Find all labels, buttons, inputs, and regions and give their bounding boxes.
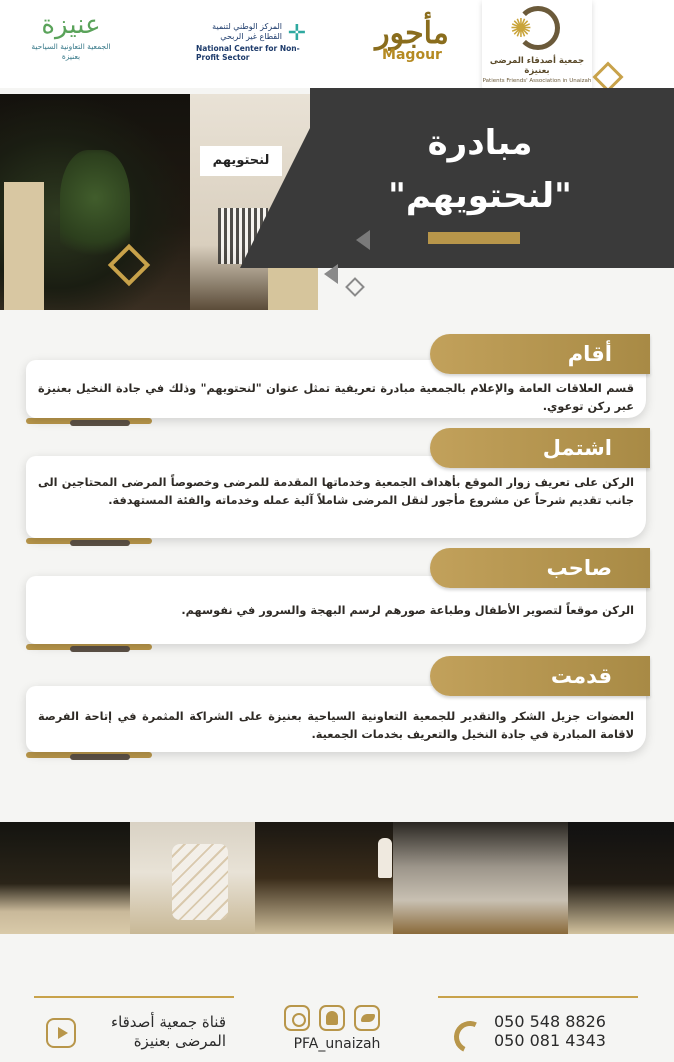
channel-line-2: المرضى بعنيزة (133, 1032, 226, 1050)
coop-logo (30, 8, 112, 62)
magour-logo (372, 16, 452, 63)
youtube-icon[interactable] (46, 1018, 76, 1048)
diamond-outline-icon (345, 277, 365, 297)
snapchat-icon[interactable] (319, 1005, 345, 1031)
hero-title-line1: مبادرة (427, 123, 533, 163)
event-photo-1 (0, 822, 130, 934)
footer-divider (34, 996, 234, 998)
event-photo-5 (568, 822, 674, 934)
twitter-icon[interactable] (354, 1005, 380, 1031)
social-icons (284, 1005, 380, 1031)
podium-image (4, 182, 44, 310)
triangle-ornament-icon (356, 230, 370, 250)
ncnp-logo-name-ar: المركز الوطني لتنمية القطاع غير الربحي (212, 22, 282, 41)
ncnp-emblem-icon: ✛ (287, 21, 306, 46)
section-body-4: العضوات جزيل الشكر والتقدير للجمعية التعاونية السياحية بعنيزة على الشراكة المثمرة في إتاحة الفرصة لاقامة المبادرة في جادة النخيل والتعريف بخدمات الجمعية. (38, 710, 634, 741)
card-accent-line (70, 420, 130, 426)
hero-title (350, 120, 610, 222)
magour-logo-name-ar: مأجور (375, 16, 449, 51)
lamp-image (378, 838, 392, 878)
pfa-logo-name-en: Patients Friends' Association in Unaizah (482, 78, 592, 84)
phone-number-1[interactable]: 050 548 8826 (494, 1012, 606, 1031)
section-heading-3: صاحب (430, 548, 650, 588)
ncnp-logo-name-en: National Center for Non-Profit Sector (196, 44, 300, 62)
section-body-1: قسم العلاقات العامة والإعلام بالجمعية مبادرة تعريفية تمثل عنوان "لنحتويهم" وذلك في جادة النخيل بعنيزة عبر ركن توعوي. (38, 382, 634, 413)
event-photo-3 (255, 822, 393, 934)
instagram-icon[interactable] (284, 1005, 310, 1031)
triangle-ornament-icon (324, 264, 338, 284)
coop-logo-name-ar: الجمعية التعاونية السياحية بعنيزة (31, 42, 111, 61)
pfa-logo-name-ar: جمعية أصدقاء المرضى بعنيزة (489, 56, 585, 76)
social-handle[interactable]: PFA_unaizah (293, 1036, 381, 1052)
footer-divider (438, 996, 638, 998)
hero-gold-bar (428, 232, 520, 244)
youtube-channel-label[interactable] (86, 1013, 226, 1051)
hero-title-line2: "لنحتويهم" (388, 176, 572, 216)
event-photo-4 (393, 822, 568, 934)
card-accent-line (70, 646, 130, 652)
magour-logo-name-en: Magour (382, 47, 442, 63)
coop-logo-mark: عنيزة (41, 10, 101, 40)
section-body-3: الركن موقعاً لتصوير الأطفال وطباعة صورهم لرسم البهجة والسرور في نفوسهم. (181, 604, 634, 617)
card-accent-line (70, 754, 130, 760)
phone-number-2[interactable]: 050 081 4343 (494, 1031, 606, 1050)
phone-numbers (494, 1012, 624, 1050)
card-accent-line (70, 540, 130, 546)
section-heading-1: أقام (430, 334, 650, 374)
section-heading-2: اشتمل (430, 428, 650, 468)
channel-line-1: قناة جمعية أصدقاء (111, 1013, 226, 1031)
cake-image (172, 844, 228, 920)
pfa-emblem-icon: ✺ (508, 6, 566, 54)
ncnp-logo (196, 22, 306, 66)
pfa-logo (482, 0, 592, 100)
stand-sign: لنحتويهم (200, 146, 282, 176)
phone-icon (452, 1017, 480, 1045)
section-body-2: الركن على تعريف زوار الموقع بأهداف الجمعية وخدماتها المقدمة للمرضى وخصوصاً المرضى المحتاجين الى جانب تقديم شرحاً عن مشروع مأجور لنقل المرضى شاملاً آلية عمله وخدماته والفئة المستهدفة. (38, 476, 634, 507)
section-heading-4: قدمت (430, 656, 650, 696)
section-card-2 (26, 456, 646, 538)
